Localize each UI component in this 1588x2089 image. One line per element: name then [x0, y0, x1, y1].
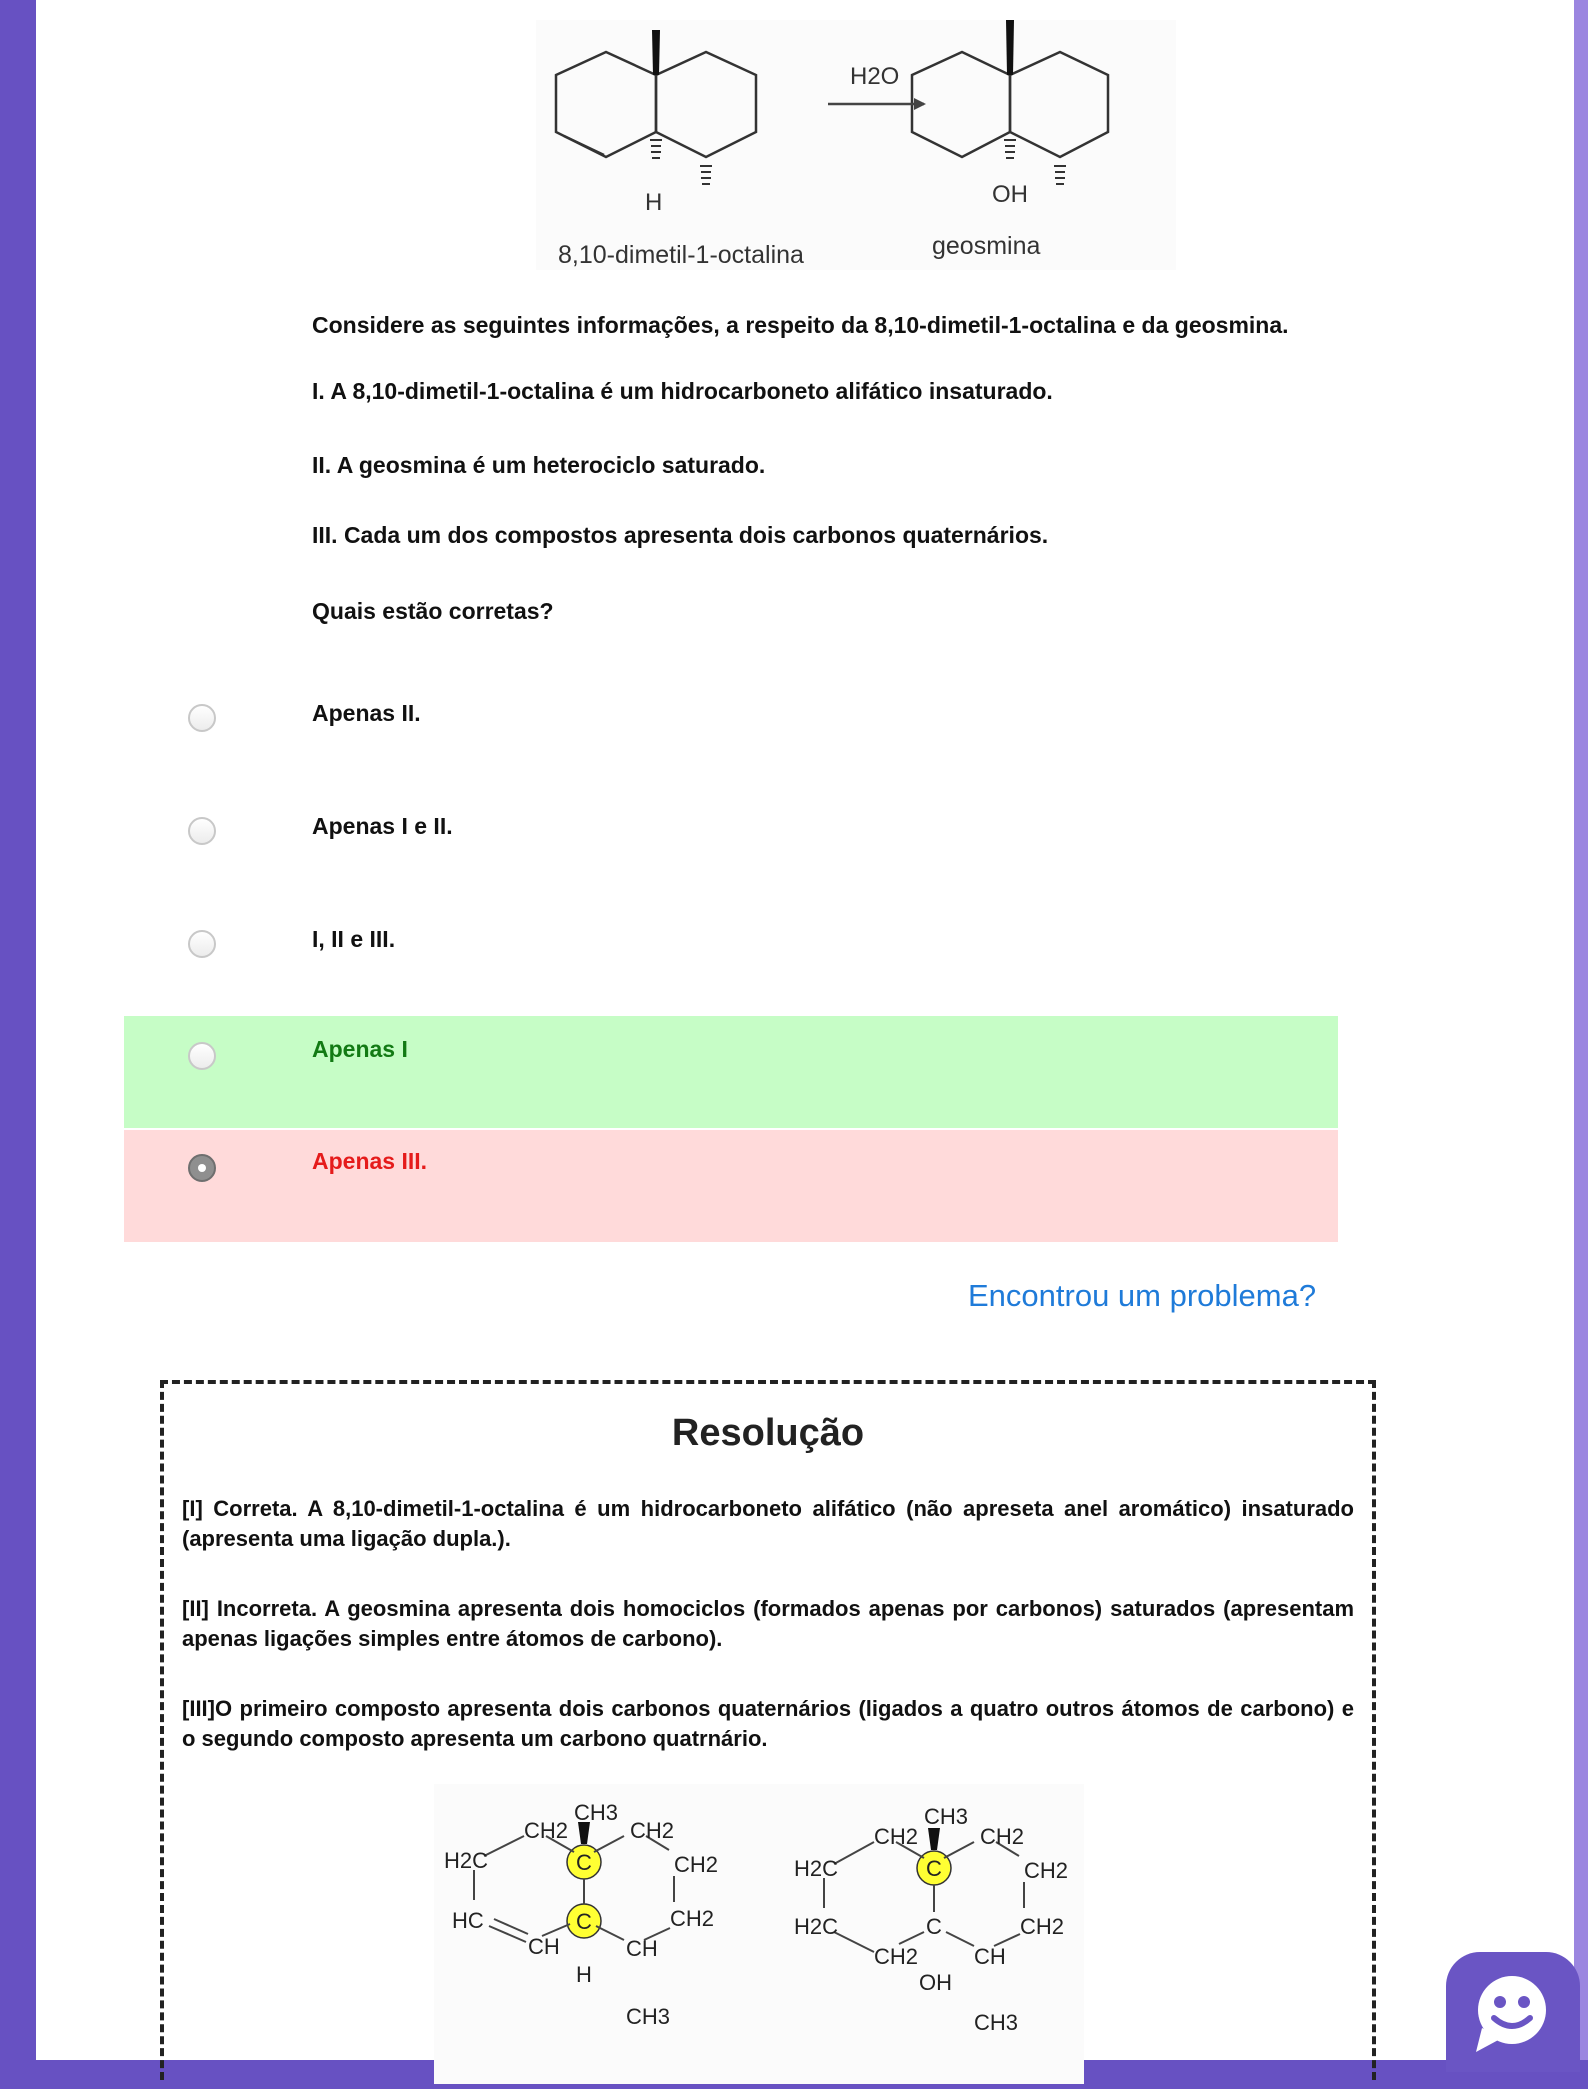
reagent-label: H2O	[850, 63, 900, 90]
ch2-label: CH2	[670, 1906, 715, 1931]
ch2-label: CH2	[524, 1818, 569, 1843]
ch3-label: CH3	[626, 2004, 671, 2029]
report-problem-link[interactable]: Encontrou um problema?	[968, 1278, 1317, 1313]
radio-button[interactable]	[188, 1042, 216, 1070]
radio-button[interactable]	[188, 704, 216, 732]
h2c-label: H2C	[794, 1914, 839, 1939]
option-4-correct[interactable]	[124, 1016, 1338, 1128]
chat-widget-button[interactable]	[1446, 1952, 1580, 2072]
option-2[interactable]	[124, 795, 1338, 907]
question-page	[36, 0, 1574, 2060]
h2c-label: H2C	[444, 1848, 489, 1873]
option-3[interactable]	[124, 908, 1338, 1020]
option-label: I, II e III.	[312, 926, 396, 952]
resolution-item-1: [I] Correta. A 8,10-dimetil-1-octalina é um hidrocarboneto alifático (não apreseta anel aromático) insaturado (apresenta uma ligação dupla.).	[182, 1496, 1354, 1551]
resolution-item-2: [II] Incorreta. A geosmina apresenta dois homociclos (formados apenas por carbonos) saturados (apresentam apenas ligações simples entre átomos de carbono).	[182, 1596, 1354, 1651]
option-5-selected-wrong[interactable]	[124, 1130, 1338, 1242]
resolution-title: Resolução	[671, 1412, 865, 1454]
reaction-figure	[536, 20, 1176, 270]
reaction-diagram	[536, 20, 1176, 270]
ch3-label: CH3	[574, 1800, 619, 1825]
question-intro: Considere as seguintes informações, a respeito da 8,10-dimetil-1-octalina e da geosmina.	[312, 312, 1289, 338]
ch2-label: CH2	[980, 1824, 1025, 1849]
statement-1: I. A 8,10-dimetil-1-octalina é um hidrocarboneto alifático insaturado.	[312, 378, 1053, 404]
question-prompt: Quais estão corretas?	[312, 598, 554, 624]
left-compound-name: 8,10-dimetil-1-octalina	[558, 241, 804, 269]
option-label: Apenas I	[312, 1036, 408, 1062]
c-label: C	[926, 1914, 942, 1939]
statement-3: III. Cada um dos compostos apresenta dois carbonos quaternários.	[312, 522, 1049, 548]
option-1[interactable]	[124, 682, 1338, 794]
ch-label: CH	[528, 1934, 560, 1959]
radio-button[interactable]	[188, 930, 216, 958]
ch-label: CH	[626, 1936, 658, 1961]
c-label: C	[576, 1909, 592, 1934]
oh-label: OH	[919, 1970, 952, 1995]
radio-button[interactable]	[188, 817, 216, 845]
c-label: C	[576, 1850, 592, 1875]
structural-formulas-figure	[434, 1784, 1084, 2084]
c-label: C	[926, 1856, 942, 1881]
hc-label: HC	[452, 1908, 484, 1933]
h-label: H	[576, 1962, 592, 1987]
option-label: Apenas I e II.	[312, 813, 453, 839]
resolution-item-3: [III]O primeiro composto apresenta dois carbonos quaternários (ligados a quatro outros átomos de carbono) e o segundo composto apresenta um carbono quatrnário.	[182, 1696, 1354, 1751]
h-label: H	[645, 189, 663, 216]
h2c-label: H2C	[794, 1856, 839, 1881]
radio-button-selected[interactable]	[188, 1154, 216, 1182]
option-label: Apenas III.	[312, 1148, 428, 1174]
ch2-label: CH2	[874, 1824, 919, 1849]
ch3-label: CH3	[974, 2010, 1019, 2035]
option-label: Apenas II.	[312, 700, 421, 726]
ch2-label: CH2	[1020, 1914, 1065, 1939]
ch-label: CH	[974, 1944, 1006, 1969]
statement-2: II. A geosmina é um heterociclo saturado.	[312, 452, 766, 478]
structural-formulas	[434, 1784, 1084, 2084]
ch2-label: CH2	[1024, 1858, 1069, 1883]
ch3-label: CH3	[924, 1804, 969, 1829]
resolution-box	[160, 1380, 1376, 2080]
oh-label: OH	[992, 181, 1028, 208]
chat-bubble-icon	[1446, 1952, 1580, 2072]
right-edge-strip	[1574, 0, 1588, 2060]
right-compound-name: geosmina	[932, 232, 1041, 260]
ch2-label: CH2	[630, 1818, 675, 1843]
ch2-label: CH2	[874, 1944, 919, 1969]
ch2-label: CH2	[674, 1852, 719, 1877]
